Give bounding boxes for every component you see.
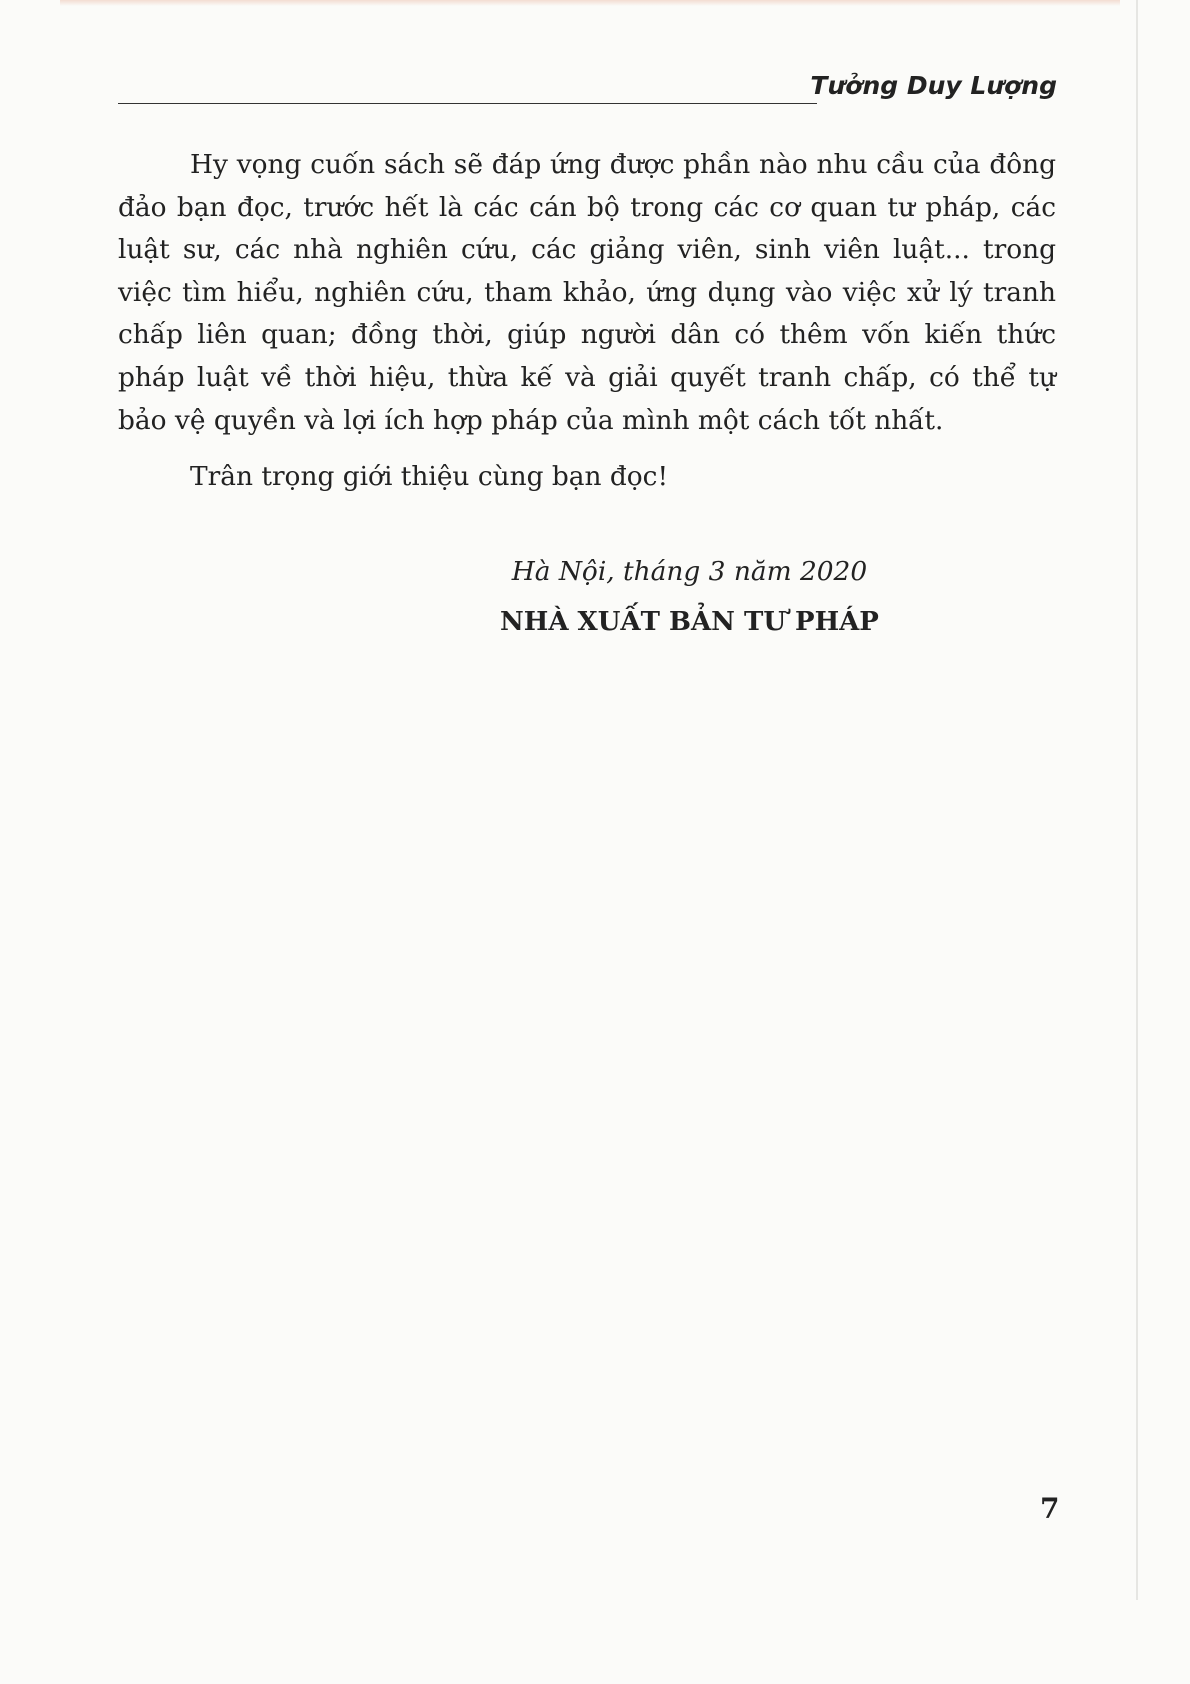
header-author: Tưởng Duy Lượng <box>810 71 1057 100</box>
page-right-edge <box>1136 0 1138 1600</box>
running-header <box>118 60 1057 108</box>
greeting-line: Trân trọng giới thiệu cùng bạn đọc! <box>190 461 669 493</box>
signature-organization: NHÀ XUẤT BẢN TƯ PHÁP <box>500 607 879 637</box>
body-paragraph: Hy vọng cuốn sách sẽ đáp ứng được phần nào nhu cầu của đông đảo bạn đọc, trước hết là các cán bộ trong các cơ quan tư pháp, các luật sư, các nhà nghiên cứu, các giảng viên, sinh viên luật... trong việc tìm hiểu, nghiên cứu, tham khảo, ứng dụng vào việc xử lý tranh chấp liên quan; đồng thời, giúp người dân có thêm vốn kiến thức pháp luật về thời hiệu, thừa kế và giải quyết tranh chấp, có thể tự bảo vệ quyền và lợi ích hợp pháp của mình một cách tốt nhất. <box>118 149 1056 436</box>
header-rule <box>118 103 817 104</box>
signature-block <box>500 552 879 642</box>
page-body <box>118 144 1056 498</box>
page-top-edge <box>60 0 1120 6</box>
page-number: 7 <box>1040 1492 1060 1525</box>
signature-date: Hà Nội, tháng 3 năm 2020 <box>511 556 868 587</box>
